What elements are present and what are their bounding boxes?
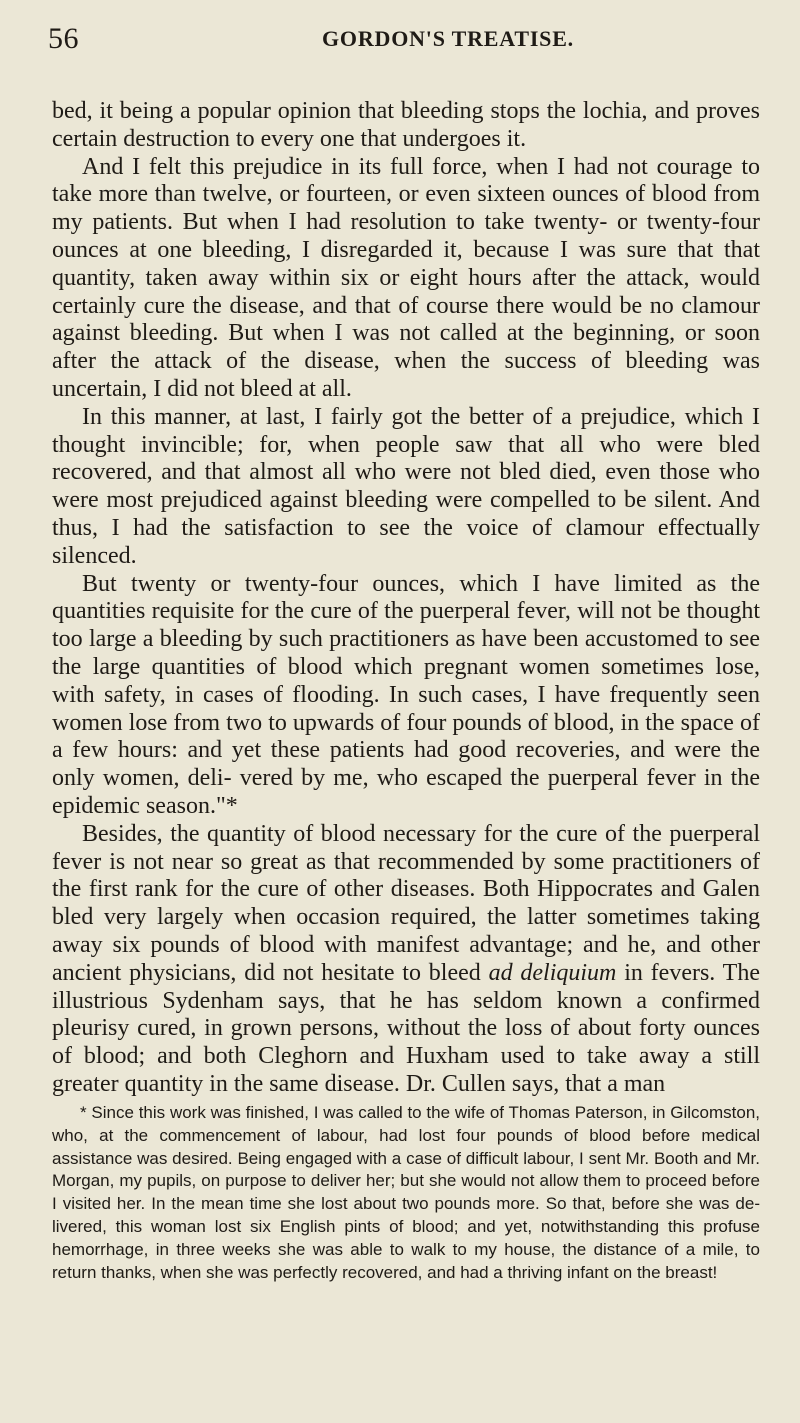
page-number: 56 xyxy=(48,22,79,55)
main-text xyxy=(52,98,760,1099)
paragraph: And I felt this prejudice in its full force, when I had not courage to take more than twelve, or fourteen, or even sixteen ounces of blood from my patients. But when I had resolution to take twenty- or twenty-four ounces at one bleeding, I disregarded it, because I was sure that that quantity, taken away within six or eight hours after the attack, would certainly cure the disease, and that of course there would be no clamour against bleeding. But when I was not called at the beginning, or soon after the attack of the disease, when the success of bleeding was uncertain, I did not bleed at all. xyxy=(52,153,760,402)
paragraph: But twenty or twenty-four ounces, which I have limited as the quantities requisite for the cure of the puerperal fever, will not be thought too large a bleeding by such practitioners as have been accustomed to see the large quantities of blood which pregnant women sometimes lose, with safety, in cases of flooding. In such cases, I have frequently seen women lose from two to upwards of four pounds of blood, in the space of a few hours: and yet these patients had good recoveries, and were the only women, deli- vered by me, who escaped the puerperal fever in the epidemic season."* xyxy=(52,570,760,819)
paragraph-text: in fevers. The illustrious Sydenham says, that he has seldom known a confirmed pleurisy cured, in grown persons, without the loss of about forty ounces of blood; and both Cleghorn and Huxham used to take away a still greater quantity in the same disease. Dr. Cullen says, that a man xyxy=(52,959,760,1097)
paragraph-text: Besides, the quantity of blood necessary for the cure of the puerperal fever is not near so great as that recommended by some practitioners of the first rank for the cure of other diseases. Both Hippocrates and Galen bled very largely when occasion required, the latter sometimes taking away six pounds of blood with manifest advantage; and he, and other ancient physicians, did not hesitate to bleed xyxy=(52,820,760,986)
paragraph: In this manner, at last, I fairly got the better of a prejudice, which I thought invincible; for, when people saw that all who were bled recovered, and that almost all who were not bled died, even those who were most prejudiced against bleeding were compelled to be silent. And thus, I had the satisfaction to see the voice of clamour effectually silenced. xyxy=(52,403,760,569)
italic-phrase: ad deliquium xyxy=(488,959,617,986)
paragraph xyxy=(52,821,760,1099)
paragraph-continuation: bed, it being a popular opinion that bleeding stops the lochia, and proves certain destruction to every one that undergoes it. xyxy=(52,98,760,152)
running-head: GORDON'S TREATISE. xyxy=(322,26,574,51)
page-header xyxy=(48,20,752,62)
footnote: * Since this work was finished, I was called to the wife of Thomas Paterson, in Gilcomston, who, at the commencement of labour, had lost four pounds of blood before medical assistance was desired. Being engaged with a case of difficult labour, I sent Mr. Booth and Mr. Morgan, my pupils, on purpose to deliver her; but she would not allow them to proceed before I visited her. In the mean time she lost about two pounds more. So that, before she was de- livered, this woman lost six English pints of blood; and yet, notwithstanding this profuse hemorrhage, in three weeks she was able to walk to my house, the distance of a mile, to return thanks, when she was perfectly recovered, and had a thriving infant on the breast! xyxy=(52,1103,760,1282)
